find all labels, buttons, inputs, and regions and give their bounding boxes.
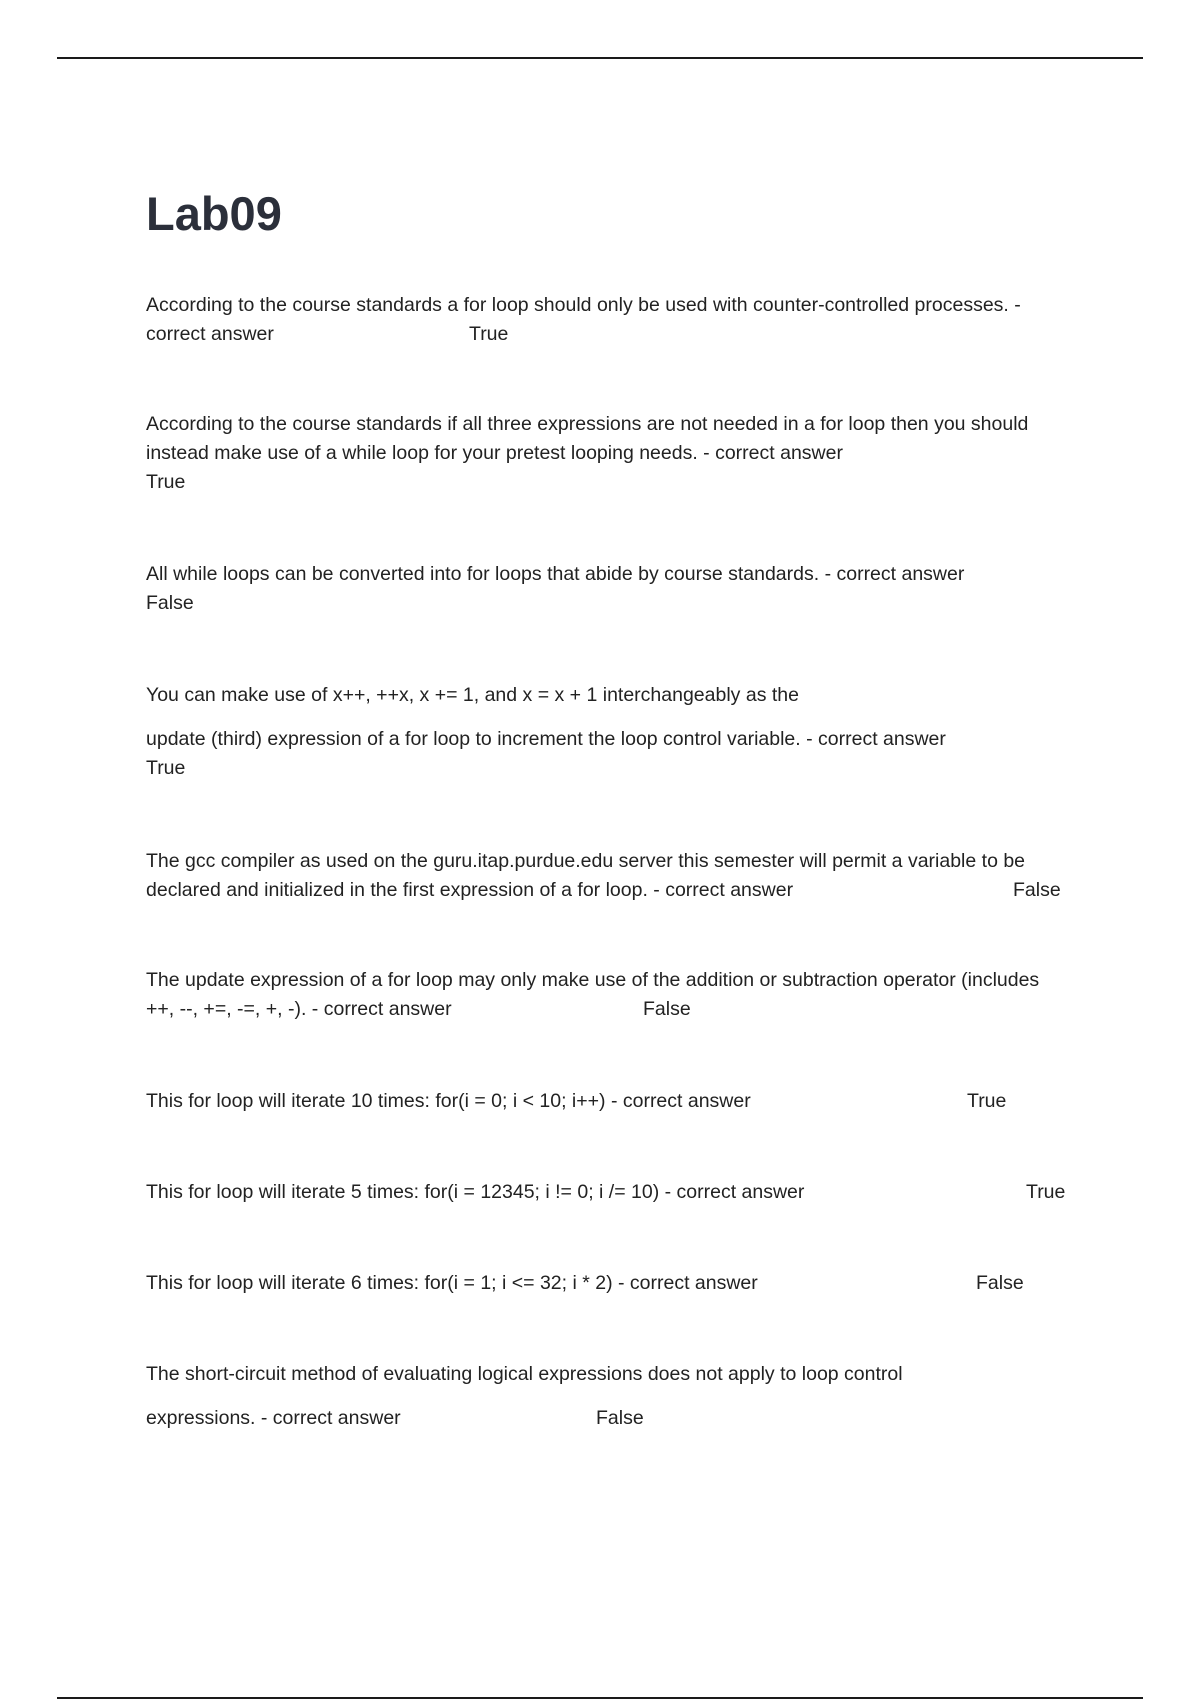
answer: True [146,757,186,779]
question-line: expressions. - correct answer [146,1407,401,1429]
answer: False [1013,879,1061,901]
question-line: According to the course standards a for loop should only be used with counter-controlled processes. - [146,294,1021,316]
qa-item-8 [146,1178,1106,1207]
answer: True [967,1090,1007,1112]
answer: True [469,323,509,345]
qa-item-2 [146,410,1106,497]
answer: False [643,998,691,1020]
question-line: instead make use of a while loop for your pretest looping needs. - correct answer [146,442,843,464]
qa-item-4 [146,681,1106,783]
page-title: Lab09 [146,187,282,240]
bottom-rule [57,1697,1143,1699]
question-line: ++, --, +=, -=, +, -). - correct answer [146,998,452,1020]
qa-item-1 [146,291,1106,349]
qa-item-7 [146,1087,1106,1116]
question-line: update (third) expression of a for loop to increment the loop control variable. - correct answer [146,728,946,750]
answer: False [146,592,194,614]
qa-item-5 [146,847,1106,905]
question-line: This for loop will iterate 6 times: for(i = 1; i <= 32; i * 2) - correct answer [146,1272,758,1294]
question-line: According to the course standards if all three expressions are not needed in a for loop then you should [146,413,1029,435]
qa-item-10 [146,1360,1106,1433]
question-line: You can make use of x++, ++x, x += 1, and x = x + 1 interchangeably as the [146,684,799,706]
question-line: correct answer [146,323,274,345]
question-line: declared and initialized in the first expression of a for loop. - correct answer [146,879,794,901]
qa-item-6 [146,966,1106,1024]
answer: True [1026,1181,1066,1203]
qa-item-3 [146,560,1106,618]
question-line: This for loop will iterate 5 times: for(i = 12345; i != 0; i /= 10) - correct answer [146,1181,805,1203]
question-line: All while loops can be converted into for loops that abide by course standards. - correct answer [146,563,965,585]
answer: False [596,1407,644,1429]
question-line: The short-circuit method of evaluating logical expressions does not apply to loop control [146,1363,903,1385]
question-line: This for loop will iterate 10 times: for(i = 0; i < 10; i++) - correct answer [146,1090,751,1112]
answer: False [976,1272,1024,1294]
answer: True [146,471,186,493]
question-line: The gcc compiler as used on the guru.itap.purdue.edu server this semester will permit a variable to be [146,850,1026,872]
question-line: The update expression of a for loop may only make use of the addition or subtraction operator (includes [146,969,1040,991]
top-rule [57,57,1143,59]
qa-item-9 [146,1269,1106,1298]
